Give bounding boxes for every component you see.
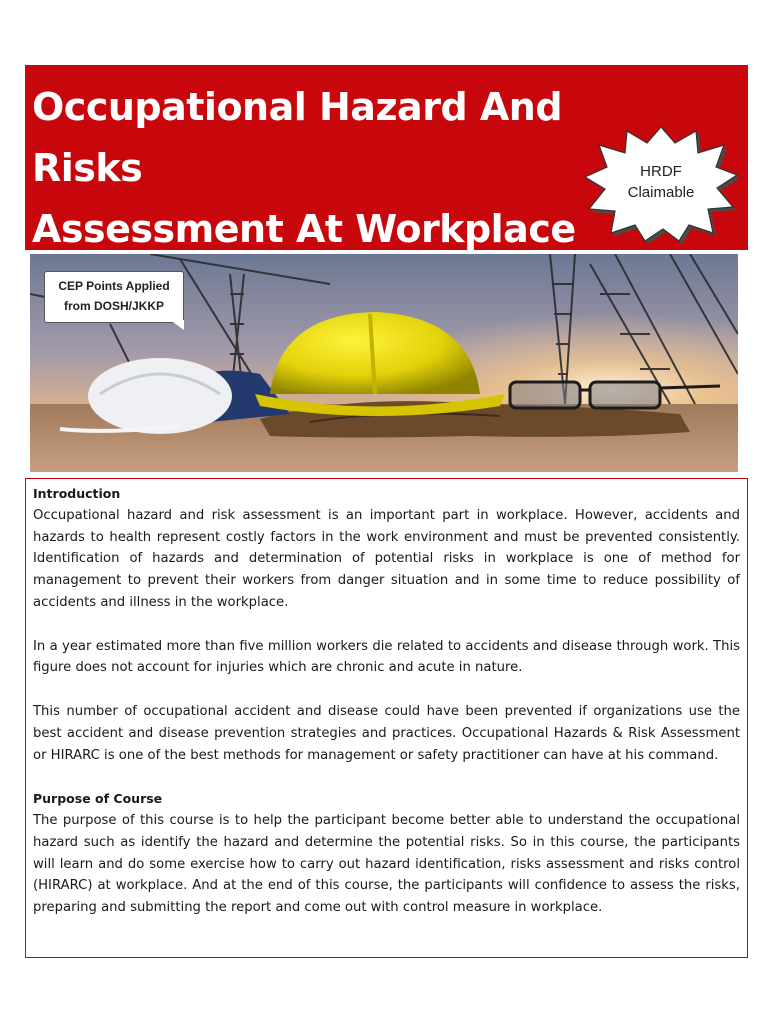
badge-line-2: Claimable (627, 184, 695, 201)
callout-line-2: from DOSH/JKKP (63, 299, 164, 313)
purpose-paragraph: The purpose of this course is to help the participant become better able to understand the occupational hazard such as identify the hazard and determine the potential risks. So in this course, the participants will learn and do some exercise how to carry out hazard identification, risks assessment and risks control (HIRARC) at workplace. And at the end of this course, the participants will confidence to assess the risks, preparing and submitting the report and come out with control measure in workplace. (33, 812, 740, 916)
introduction-paragraph-3: This number of occupational accident and disease could have been prevented if organizations use the best accident and disease prevention strategies and practices. Occupational Hazards & Risk Assessment or HIRARC is one of the best methods for management or safety practitioner can have at his command. (33, 703, 740, 763)
title-line-1: Occupational Hazard And Risks (32, 85, 563, 190)
title-banner (25, 65, 748, 250)
callout-tail (170, 320, 184, 330)
cep-points-callout (44, 271, 184, 323)
introduction-paragraph-2: In a year estimated more than five million workers die related to accidents and disease through work. This figure does not account for injuries which are chronic and acute in nature. (33, 638, 740, 676)
purpose-heading: Purpose of Course (33, 791, 163, 807)
title-line-2: Assessment At Workplace (32, 207, 576, 251)
badge-line-1: HRDF (640, 163, 682, 180)
introduction-paragraph-1: Occupational hazard and risk assessment is an important part in workplace. However, accidents and hazards to health represent costly factors in the work environment and must be prevented consistently. Identification of hazards and determination of potential risks in workplace is one of method for management to prevent their workers from danger situation and in some time to reduce possibility of accidents and illness in the workplace. (33, 507, 740, 610)
introduction-heading: Introduction (33, 486, 121, 501)
page-title (32, 77, 592, 260)
course-description-box (25, 478, 748, 958)
callout-line-1: CEP Points Applied (58, 279, 170, 293)
hrdf-claimable-badge (583, 125, 739, 243)
